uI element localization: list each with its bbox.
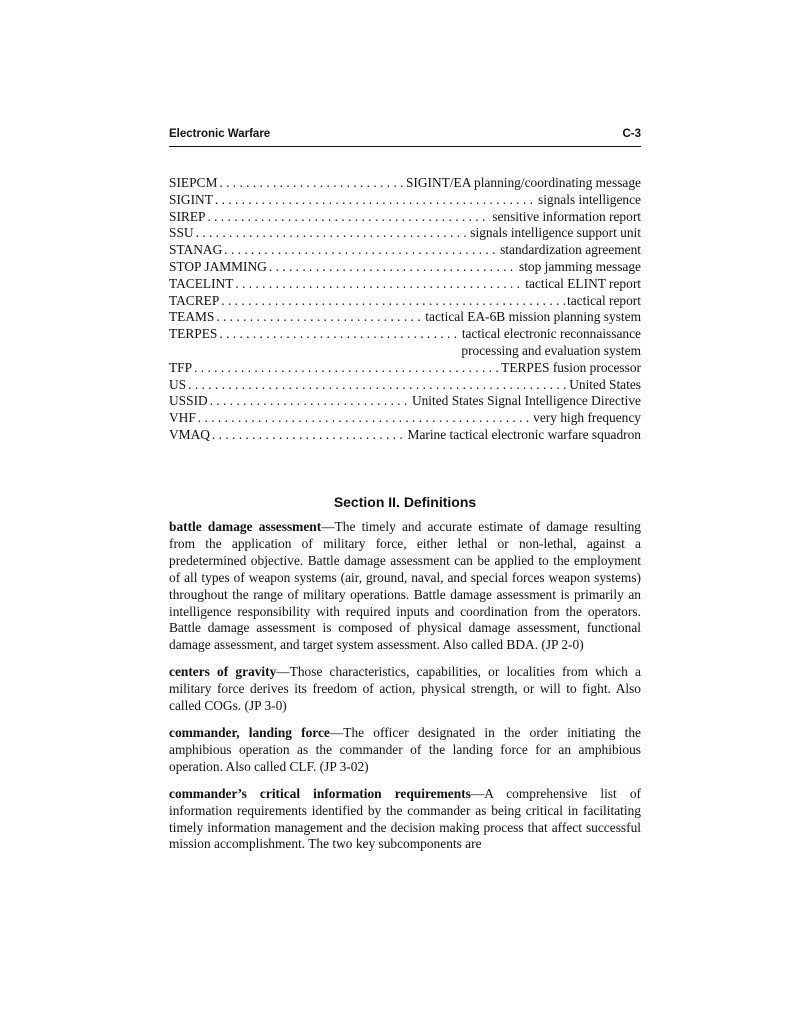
dot-leader (219, 175, 404, 192)
acronym-term: VHF (169, 410, 196, 426)
acronym-expansion: United States (569, 376, 641, 392)
dot-leader (196, 225, 469, 242)
acronym-row (169, 259, 641, 276)
acronym-row (169, 242, 641, 259)
acronym-term: STANAG (169, 242, 223, 258)
acronym-row (169, 175, 641, 192)
dot-leader (235, 276, 523, 293)
definition-entry (169, 786, 641, 854)
acronym-term: TACREP (169, 292, 220, 308)
acronym-term: TEAMS (169, 309, 215, 325)
definition-term: commander, landing force (169, 724, 330, 740)
acronym-row (169, 393, 641, 410)
dot-leader (219, 326, 459, 343)
acronym-expansion-continuation: processing and evaluation system (461, 342, 641, 358)
acronym-row (169, 410, 641, 427)
acronym-row (169, 377, 641, 394)
acronym-expansion: SIGINT/EA planning/coordinating message (405, 175, 641, 190)
dot-leader (212, 427, 406, 444)
acronym-term: SIEPCM (169, 175, 218, 190)
acronym-row (169, 209, 641, 226)
dot-leader (210, 393, 410, 410)
acronym-row (169, 309, 641, 326)
acronym-expansion: tactical EA-6B mission planning system (425, 309, 641, 325)
acronym-row (169, 192, 641, 209)
acronym-term: SSU (169, 225, 194, 241)
dot-leader (207, 209, 490, 226)
dot-leader (269, 259, 517, 276)
acronym-expansion: TERPES fusion processor (501, 359, 641, 375)
section-heading: Section II. Definitions (333, 494, 477, 510)
acronym-expansion: tactical electronic reconnaissance (461, 326, 641, 342)
document-page (169, 0, 641, 1035)
acronym-list (169, 175, 641, 444)
acronym-expansion: standardization agreement (500, 242, 641, 258)
acronym-term: US (169, 376, 187, 392)
acronym-term: SIREP (169, 208, 206, 224)
acronym-term: USSID (169, 393, 208, 409)
header-page-number: C-3 (622, 128, 641, 140)
dot-leader (216, 309, 423, 326)
acronym-term: TERPES (169, 326, 218, 342)
acronym-term: SIGINT (169, 191, 213, 207)
acronym-term: TFP (169, 359, 193, 375)
acronym-expansion: signals intelligence (537, 191, 641, 207)
acronym-expansion: sensitive information report (492, 208, 641, 224)
acronym-row (169, 427, 641, 444)
acronym-expansion: United States Signal Intelligence Directive (411, 393, 641, 409)
dot-leader (224, 242, 498, 259)
acronym-expansion: tactical report (567, 292, 641, 308)
definition-term: centers of gravity (169, 664, 277, 680)
definitions-list (169, 519, 641, 863)
acronym-expansion: Marine tactical electronic warfare squadron (407, 426, 641, 442)
acronym-expansion: very high frequency (533, 410, 641, 426)
definition-text: —Those characteristics, capabilities, or localities from which a military force derives its freedom of action, physical strength, or will to fight. Also called COGs. (JP 3-0) (169, 664, 641, 714)
definition-text: —The officer designated in the order initiating the amphibious operation as the commander of the landing force for an amphibious operation. Also called CLF. (JP 3-02) (169, 724, 641, 774)
definition-term: battle damage assessment (169, 519, 322, 534)
definition-term: commander’s critical information requirements (169, 785, 471, 801)
dot-leader (188, 377, 567, 394)
acronym-expansion: stop jamming message (519, 258, 641, 274)
definition-entry (169, 664, 641, 715)
acronym-expansion: signals intelligence support unit (470, 225, 641, 241)
header-title: Electronic Warfare (169, 128, 271, 140)
running-header (169, 128, 641, 147)
acronym-row (169, 225, 641, 242)
dot-leader (221, 293, 565, 310)
acronym-row (169, 360, 641, 377)
definition-text: —A comprehensive list of information requirements identified by the commander as being critical in facilitating timely information management and the decision making process that affect successful mission accomplishment. The two key subcomponents are (169, 785, 641, 852)
definition-text: —The timely and accurate estimate of damage resulting from the application of military force, either lethal or non-lethal, against a predetermined objective. Battle damage assessment can be applied to the employment of all types of weapon systems (air, ground, naval, and special forces weapon systems) throughout the range of military operations. Battle damage assessment is primarily an intelligence responsibility with required inputs and coordination from the operators. Battle damage assessment is composed of physical damage assessment, functional damage assessment, and target system assessment. Also called BDA. (JP 2-0) (169, 519, 641, 653)
acronym-term: STOP JAMMING (169, 258, 267, 274)
acronym-expansion: tactical ELINT report (525, 275, 641, 291)
definition-entry (169, 519, 641, 654)
acronym-term: TACELINT (169, 275, 234, 291)
dot-leader (215, 192, 536, 209)
acronym-row (169, 293, 641, 310)
acronym-term: VMAQ (169, 426, 210, 442)
acronym-row (169, 326, 641, 343)
definition-entry (169, 725, 641, 776)
acronym-row (169, 276, 641, 293)
dot-leader (194, 360, 499, 377)
dot-leader (198, 410, 531, 427)
